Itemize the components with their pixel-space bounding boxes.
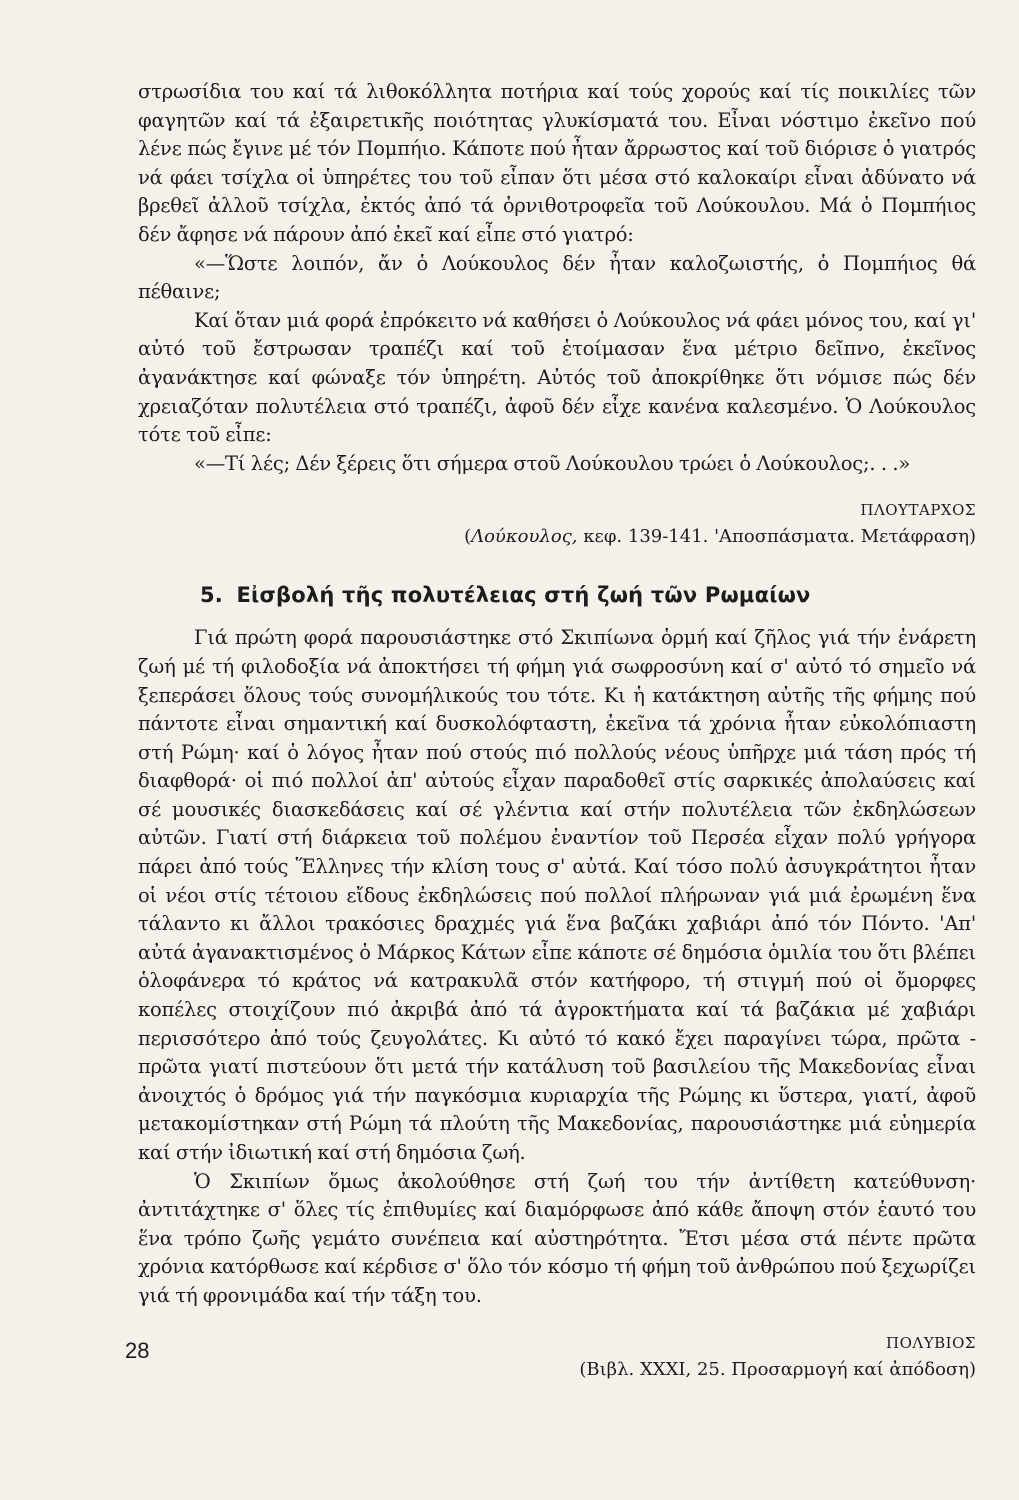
passage1-author: ΠΛΟΥΤΑΡΧΟΣ [860,501,976,520]
section-paragraph-2: Ὁ Σκιπίων ὅμως ἀκολούθησε στή ζωή του τήν ἀντίθετη κατεύθυνση· ἀντιτάχτηκε σ' ὅλες τίς ἐπιθυμίες καί διαμόρφωσε ἀπό κάθε ἄποψη στόν ἑαυτό του ἕνα τρόπο ζωῆς γεμάτο συνέπεια καί αὐστηρότητα. Ἔτσι μέσα στά πέντε πρῶτα χρόνια κατόρθωσε καί κέρδισε σ' ὅλο τόν κόσμο τή φήμη τοῦ ἀνθρώπου πού ξεχωρίζει γιά τή φρονιμάδα καί τήν τάξη του. [138,1169,976,1307]
passage1-paragraph-2: «—Ὥστε λοιπόν, ἄν ὁ Λούκουλος δέν ἦταν καλοζωιστής, ὁ Πομπήιος θά πέθαινε; [138,251,976,304]
section-paragraph-1: Γιά πρώτη φορά παρουσιάστηκε στό Σκιπίωνα ὁρμή καί ζῆλος γιά τήν ἐνάρετη ζωή μέ τή φιλοδοξία νά ἀποκτήσει τή φήμη γιά σωφροσύνη καί σ' αὐτό τό σημεῖο νά ξεπεράσει ὅλους τούς συνομήλικούς του τότε. Κι ἡ κατάκτηση αὐτῆς τῆς φήμης πού πάντοτε εἶναι σημαντική καί δυσκολόφταστη, ἐκεῖνα τά χρόνια ἦταν εὐκολόπιαστη στή Ρώμη· καί ὁ λόγος ἦταν πού στούς πιό πολλούς νέους ὑπῆρχε μιά τάση πρός τή διαφθορά· οἱ πιό πολλοί ἀπ' αὐτούς εἶχαν παραδοθεῖ στίς σαρκικές ἀπολαύσεις καί σέ μουσικές διασκεδάσεις καί σέ γλέντια καί στήν πολυτέλεια τῶν ἐκδηλώσεων αὐτῶν. Γιατί στή διάρκεια τοῦ πολέμου ἐναντίον τοῦ Περσέα εἶχαν πολύ γρήγορα πάρει ἀπό τούς Ἕλληνες τήν κλίση τους σ' αὐτά. Καί τόσο πολύ ἀσυγκράτητοι ἦταν οἱ νέοι στίς τέτοιου εἴδους ἐκδηλώσεις πού πολλοί πλήρωναν γιά μιά ἐρωμένη ἕνα τάλαντο κι ἄλλοι τρακόσιες δραχμές γιά ἕνα βαζάκι χαβιάρι ἀπό τόν Πόντο. 'Απ' αὐτά ἀγανακτισμένος ὁ Μάρκος Κάτων εἶπε κάποτε σέ δημόσια ὁμιλία του ὅτι βλέπει ὁλοφάνερα τό κράτος νά κατρακυλᾶ στόν κατήφορο, τή στιγμή πού οἱ ὄμορφες κοπέλες στοιχίζουν πιό ἀκριβά ἀπό τά ἀγροκτήματα καί τά βαζάκια μέ χαβιάρι περισσότερο ἀπό τούς ζευγολάτες. Κι αὐτό τό κακό ἔχει παραγίνει τώρα, πρῶτα - πρῶτα γιατί πιστεύουν ὅτι μετά τήν κατάλυση τοῦ βασιλείου τῆς Μακεδονίας εἶναι ἀνοιχτός ὁ δρόμος γιά τήν παγκόσμια κυριαρχία τῆς Ρώμης κι ὕστερα, γιατί, ἀφοῦ μετακομίστηκαν στή Ρώμη τά πλούτη τῆς Μακεδονίας, παρουσιάστηκε μιά εὐημερία καί στήν ἰδιωτική καί στή δημόσια ζωή. [138,626,976,1164]
section-author: ΠΟΛΥΒΙΟΣ [886,1333,976,1352]
passage1-paragraph-1: στρωσίδια του καί τά λιθοκόλλητα ποτήρια καί τούς χορούς καί τίς ποικιλίες τῶν φαγητῶν καί τά ἐξαιρετικῆς ποιότητας γλυκίσματά του. Εἶναι νόστιμο ἐκεῖνο πού λένε πώς ἔγινε μέ τόν Πομπήιο. Κάποτε πού ἦταν ἄρρωστος καί τοῦ διόρισε ὁ γιατρός νά φάει τσίχλα οἱ ὑπηρέτες του τοῦ εἶπαν ὅτι μέσα στό καλοκαίρι εἶναι ἀδύνατο νά βρεθεῖ ἀλλοῦ τσίχλα, ἐκτός ἀπό τά ὀρνιθοτροφεῖα τοῦ Λούκουλου. Μά ὁ Πομπήιος δέν ἄφησε νά πάρουν ἀπό ἐκεῖ καί εἶπε στό γιατρό: [138,80,976,246]
section-source: (Βιβλ. XXXI, 25. Προσαρμογή καί ἀπόδοση) [579,1358,976,1380]
passage1-source: (Λούκουλος, κεφ. 139-141. 'Αποσπάσματα. Μετάφραση) [464,526,976,548]
section-heading [200,580,976,610]
section-title: Εἰσβολή τῆς πολυτέλειας στή ζωή τῶν Ρωμαίων [236,583,811,608]
page-number: 28 [125,1338,150,1363]
section-number: 5. [200,583,223,608]
page-content [138,78,976,1383]
passage1-source-rest: κεφ. 139-141. 'Αποσπάσματα. Μετάφραση) [583,526,976,548]
passage1-paragraph-4: «—Τί λές; Δέν ξέρεις ὅτι σήμερα στοῦ Λούκουλου τρώει ὁ Λούκουλος;. . .» [194,451,911,475]
passage1-paragraph-3: Καί ὅταν μιά φορά ἐπρόκειτο νά καθήσει ὁ Λούκουλος νά φάει μόνος του, καί γι' αὐτό τοῦ ἔστρωσαν τραπέζι καί τοῦ ἑτοίμασαν ἕνα μέτριο δεῖπνο, ἐκεῖνος ἀγανάκτησε καί φώναξε τόν ὑπηρέτη. Αὐτός τοῦ ἀποκρίθηκε ὅτι νόμισε πώς δέν χρειαζόταν πολυτέλεια στό τραπέζι, ἀφοῦ δέν εἶχε κανένα καλεσμένο. Ὁ Λούκουλος τότε τοῦ εἶπε: [138,308,976,447]
section-body [138,624,976,1310]
passage1-source-work: Λούκουλος, [471,526,578,548]
